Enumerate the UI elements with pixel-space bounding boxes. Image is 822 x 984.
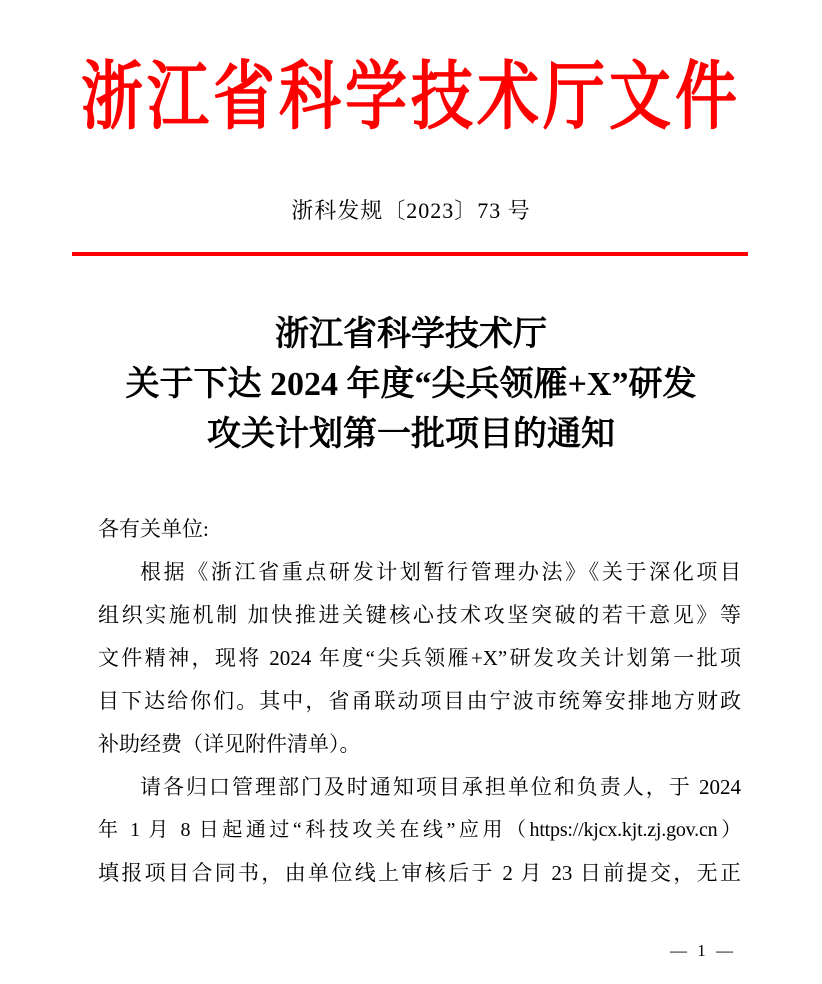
body-salutation: 各有关单位: — [98, 517, 209, 541]
body-line: 填报项目合同书，由单位线上审核后于 2 月 23 日前提交，无正 — [98, 861, 741, 885]
body-line-with-url: 年 1 月 8 日起通过“科技攻关在线”应用（https://kjcx.kjt.zj.gov.cn） — [98, 819, 741, 841]
body-line: 请各归口管理部门及时通知项目承担单位和负责人，于 2024 — [140, 775, 741, 799]
document-number: 浙科发规〔2023〕73 号 — [291, 198, 531, 223]
notice-title-line-3: 攻关计划第一批项目的通知 — [207, 416, 615, 453]
notice-title-line-1: 浙江省科学技术厅 — [275, 316, 547, 353]
body-line: 文件精神，现将 2024 年度“尖兵领雁+X”研发攻关计划第一批项 — [98, 646, 741, 670]
masthead-title: 浙江省科学技术厅文件 — [80, 57, 741, 139]
red-divider-line — [72, 252, 748, 256]
notice-title-line-2: 关于下达 2024 年度“尖兵领雁+X”研发 — [125, 366, 697, 403]
body-line: 组织实施机制 加快推进关键核心技术攻坚突破的若干意见》等 — [98, 603, 741, 627]
body-line: 目下达给你们。其中，省甬联动项目由宁波市统筹安排地方财政 — [98, 689, 741, 713]
notice-title — [0, 310, 822, 460]
document-body — [98, 508, 741, 895]
body-line: 补助经费（详见附件清单）。 — [98, 732, 361, 756]
page-number: — 1 — — [670, 941, 736, 960]
body-line: 根据《浙江省重点研发计划暂行管理办法》《关于深化项目 — [140, 560, 741, 584]
